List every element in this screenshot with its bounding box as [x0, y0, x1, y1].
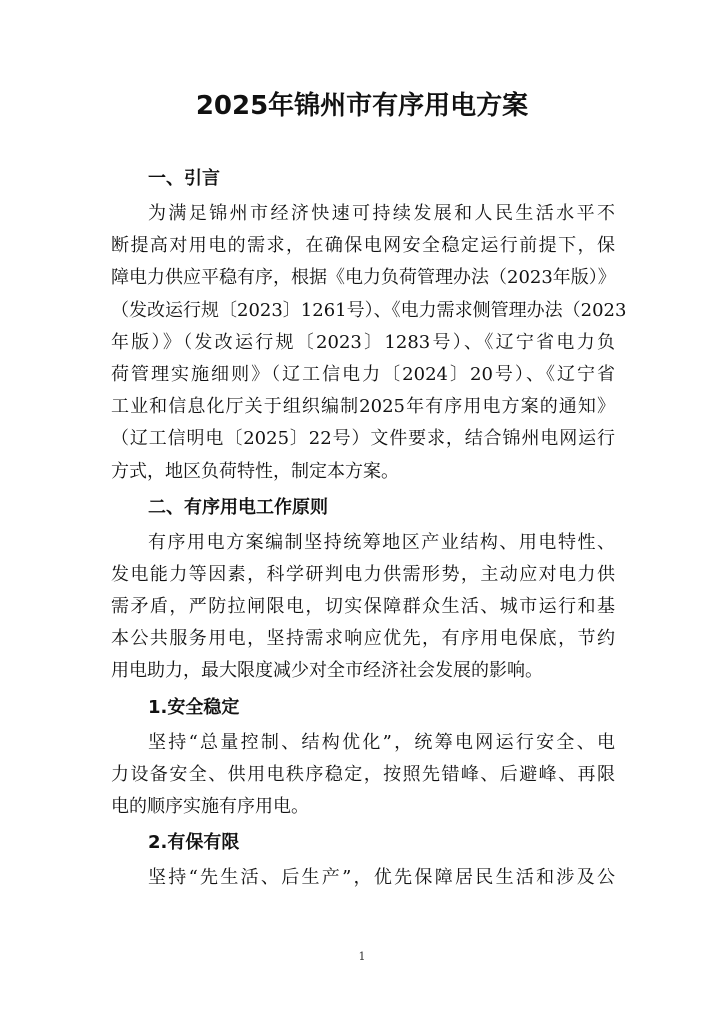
paragraph-line: （发改运行规〔2023〕1261号）、《电力需求侧管理办法（2023: [111, 299, 627, 321]
paragraph-line: 需矛盾，严防拉闸限电，切实保障群众生活、城市运行和基: [111, 596, 615, 618]
paragraph-line: 工业和信息化厅关于组织编制2025年有序用电方案的通知》: [111, 396, 615, 418]
page-number: 1: [358, 950, 366, 963]
introduction-paragraph: [111, 198, 627, 488]
safety-paragraph: [111, 727, 615, 824]
section-heading-principles: 二、有序用电工作原则: [148, 496, 328, 518]
paragraph-line: 障电力供应平稳有序，根据《电力负荷管理办法（2023年版）》: [111, 267, 616, 289]
paragraph-line: 用电助力，最大限度减少对全市经济社会发展的影响。: [111, 660, 543, 682]
paragraph-line: 本公共服务用电，坚持需求响应优先，有序用电保底，节约: [111, 628, 615, 650]
paragraph-line: 坚持“总量控制、结构优化”，统筹电网运行安全、电: [148, 731, 615, 753]
paragraph-line: 荷管理实施细则》（辽工信电力〔2024〕20号）、《辽宁省: [111, 363, 615, 385]
paragraph-line: 坚持“先生活、后生产”，优先保障居民生活和涉及公: [148, 867, 615, 889]
subsection-heading-safety: 1.安全稳定: [148, 696, 240, 718]
paragraph-line: 方式，地区负荷特性，制定本方案。: [111, 460, 399, 482]
document-title: 2025年锦州市有序用电方案: [195, 91, 529, 121]
subsection-heading-priority: 2.有保有限: [148, 832, 240, 854]
section-heading-introduction: 一、引言: [148, 168, 220, 189]
principles-paragraph: [111, 527, 615, 688]
paragraph-line: 力设备安全、供用电秩序稳定，按照先错峰、后避峰、再限: [111, 763, 615, 785]
paragraph-line: 为满足锦州市经济快速可持续发展和人民生活水平不: [148, 203, 615, 224]
paragraph-line: 发电能力等因素，科学研判电力供需形势，主动应对电力供: [111, 563, 615, 585]
paragraph-line: 有序用电方案编制坚持统筹地区产业结构、用电特性、: [148, 531, 615, 553]
paragraph-line: 断提高对用电的需求，在确保电网安全稳定运行前提下，保: [111, 235, 615, 257]
paragraph-line: 电的顺序实施有序用电。: [111, 796, 309, 817]
paragraph-line: （辽工信明电〔2025〕22号）文件要求，结合锦州电网运行: [111, 428, 615, 450]
paragraph-line: 年版）》（发改运行规〔2023〕1283号）、《辽宁省电力负: [111, 331, 615, 353]
priority-paragraph: [111, 862, 615, 894]
document-body: [111, 159, 627, 894]
